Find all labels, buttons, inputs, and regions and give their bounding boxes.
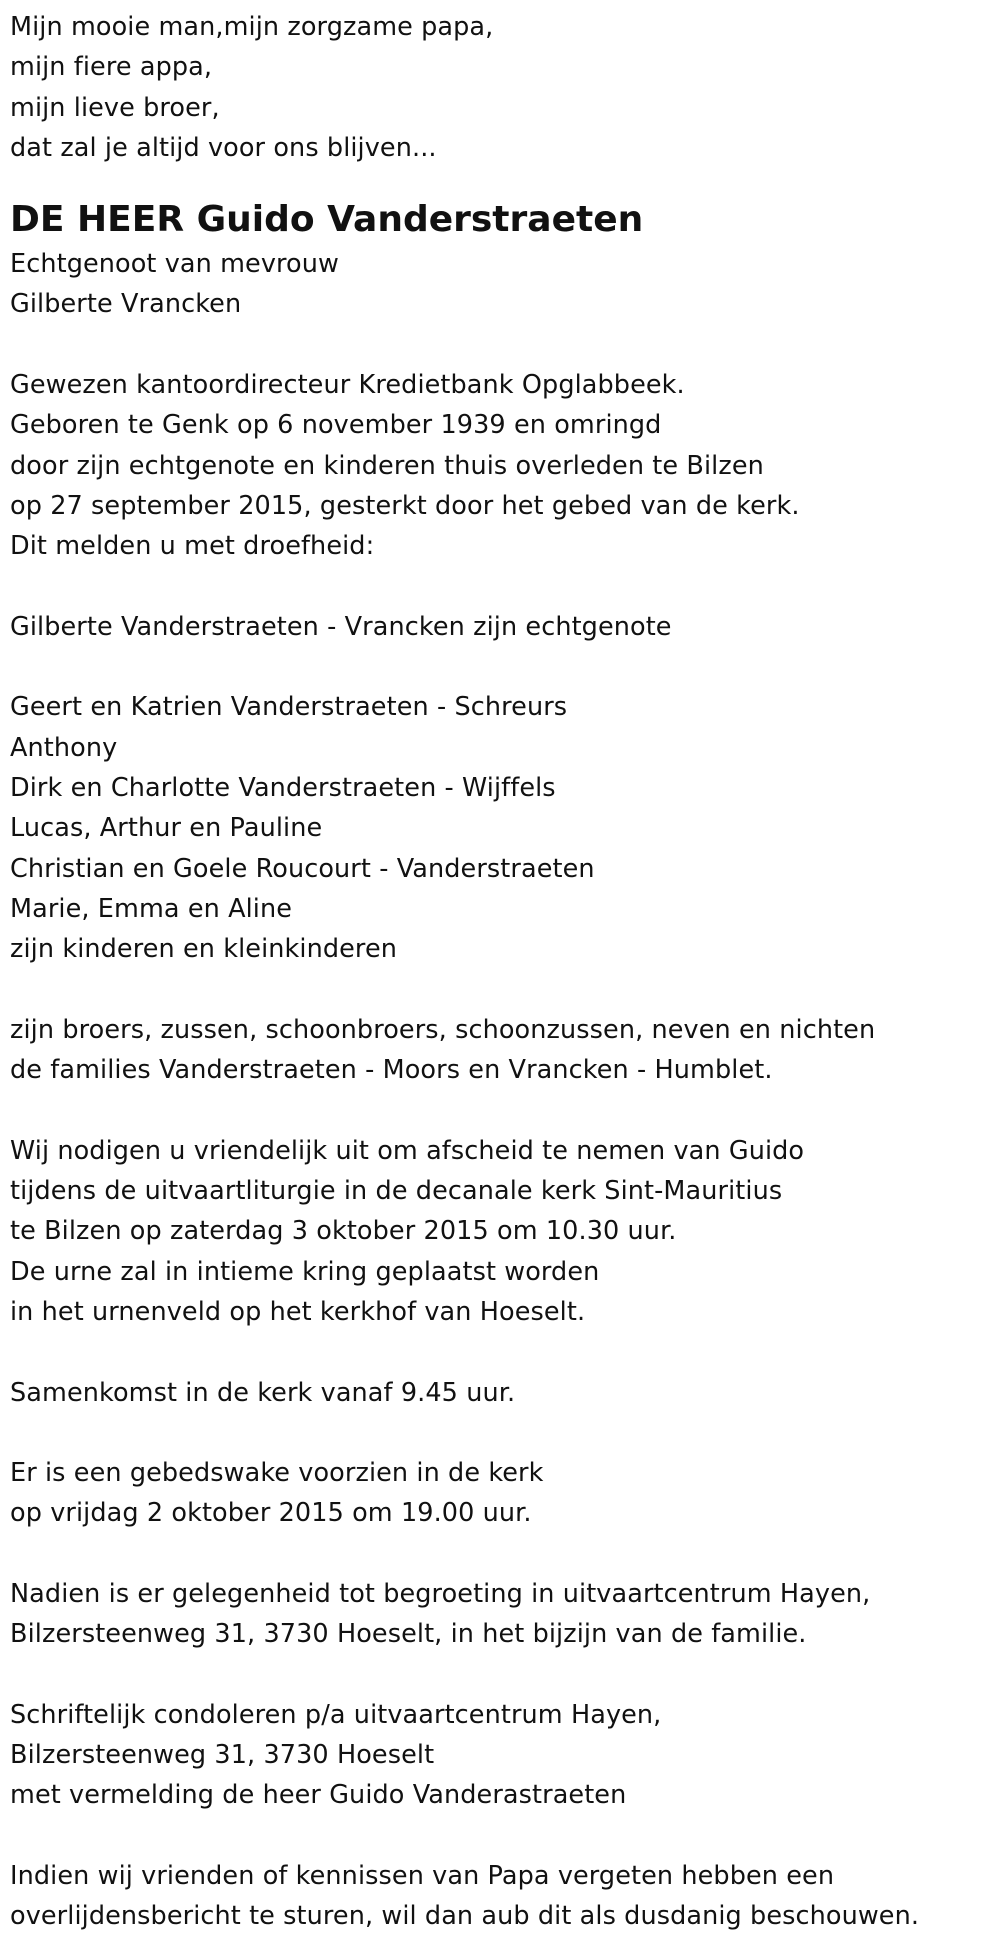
spacer: [10, 1413, 1000, 1453]
children-section: [10, 687, 1000, 969]
children-line: Lucas, Arthur en Pauline: [10, 813, 323, 844]
spouse-line: Gilberte Vrancken: [10, 289, 242, 320]
children-line: Geert en Katrien Vanderstraeten - Schreurs: [10, 692, 568, 723]
spouse-section: [10, 244, 1000, 325]
spacer: [10, 647, 1000, 687]
page-title: DE HEER Guido Vanderstraeten: [10, 199, 644, 241]
invitation-line: te Bilzen op zaterdag 3 oktober 2015 om 10.30 uur.: [10, 1216, 677, 1247]
wife-line: Gilberte Vanderstraeten - Vrancken zijn echtgenote: [10, 611, 672, 642]
children-line: Christian en Goele Roucourt - Vanderstraeten: [10, 853, 595, 884]
bio-line: Geboren te Genk op 6 november 1939 en omringd: [10, 410, 662, 441]
poem-line: Mijn mooie man,mijn zorgzame papa,: [10, 12, 494, 42]
closing-line: overlijdensbericht te sturen, wil dan aub dit als dusdanig beschouwen.: [10, 1901, 920, 1932]
spacer: [10, 970, 1000, 1010]
family-line: de families Vanderstraeten - Moors en Vrancken - Humblet.: [10, 1055, 773, 1086]
wake-section: [10, 1453, 1000, 1534]
closing-line: Indien wij vrienden of kennissen van Papa vergeten hebben een: [10, 1861, 835, 1892]
spacer: [10, 567, 1000, 607]
bio-line: door zijn echtgenote en kinderen thuis overleden te Bilzen: [10, 450, 764, 481]
invitation-section: [10, 1131, 1000, 1332]
closing-section: [10, 1856, 1000, 1937]
children-line: Anthony: [10, 732, 118, 763]
condolences-line: Bilzersteenweg 31, 3730 Hoeselt: [10, 1740, 435, 1771]
children-line: Marie, Emma en Aline: [10, 893, 293, 924]
invitation-line: De urne zal in intieme kring geplaatst worden: [10, 1256, 600, 1287]
invitation-line: in het urnenveld op het kerkhof van Hoeselt.: [10, 1296, 586, 1327]
spacer: [10, 1816, 1000, 1856]
spacer: [10, 1090, 1000, 1130]
poem-line: mijn lieve broer,: [10, 92, 220, 123]
children-line: Dirk en Charlotte Vanderstraeten - Wijffels: [10, 773, 556, 804]
invitation-line: tijdens de uitvaartliturgie in de decanale kerk Sint-Mauritius: [10, 1176, 783, 1207]
wake-line: op vrijdag 2 oktober 2015 om 19.00 uur.: [10, 1498, 532, 1529]
spacer: [10, 1534, 1000, 1574]
poem-section: [10, 7, 1000, 168]
greeting-line: Nadien is er gelegenheid tot begroeting in uitvaartcentrum Hayen,: [10, 1578, 871, 1609]
family-section: [10, 1010, 1000, 1091]
bio-section: [10, 365, 1000, 566]
greeting-section: [10, 1574, 1000, 1655]
invitation-line: Wij nodigen u vriendelijk uit om afscheid te nemen van Guido: [10, 1135, 805, 1166]
bio-line: op 27 september 2015, gesterkt door het gebed van de kerk.: [10, 490, 800, 521]
wake-line: Er is een gebedswake voorzien in de kerk: [10, 1458, 544, 1489]
family-line: zijn broers, zussen, schoonbroers, schoonzussen, neven en nichten: [10, 1014, 876, 1045]
children-line: zijn kinderen en kleinkinderen: [10, 934, 397, 965]
spacer: [10, 1332, 1000, 1372]
condolences-section: [10, 1695, 1000, 1816]
spacer: [10, 1655, 1000, 1695]
spacer: [10, 168, 1000, 196]
poem-line: mijn fiere appa,: [10, 52, 213, 83]
bio-line: Dit melden u met droefheid:: [10, 531, 375, 562]
condolences-line: met vermelding de heer Guido Vanderastraeten: [10, 1780, 627, 1811]
greeting-line: Bilzersteenweg 31, 3730 Hoeselt, in het bijzijn van de familie.: [10, 1619, 807, 1650]
condolences-line: Schriftelijk condoleren p/a uitvaartcentrum Hayen,: [10, 1699, 662, 1730]
spacer: [10, 325, 1000, 365]
bio-line: Gewezen kantoordirecteur Kredietbank Opglabbeek.: [10, 370, 685, 401]
spouse-line: Echtgenoot van mevrouw: [10, 249, 339, 280]
poem-line: dat zal je altijd voor ons blijven...: [10, 132, 437, 163]
gathering-line: Samenkomst in de kerk vanaf 9.45 uur.: [10, 1377, 516, 1408]
